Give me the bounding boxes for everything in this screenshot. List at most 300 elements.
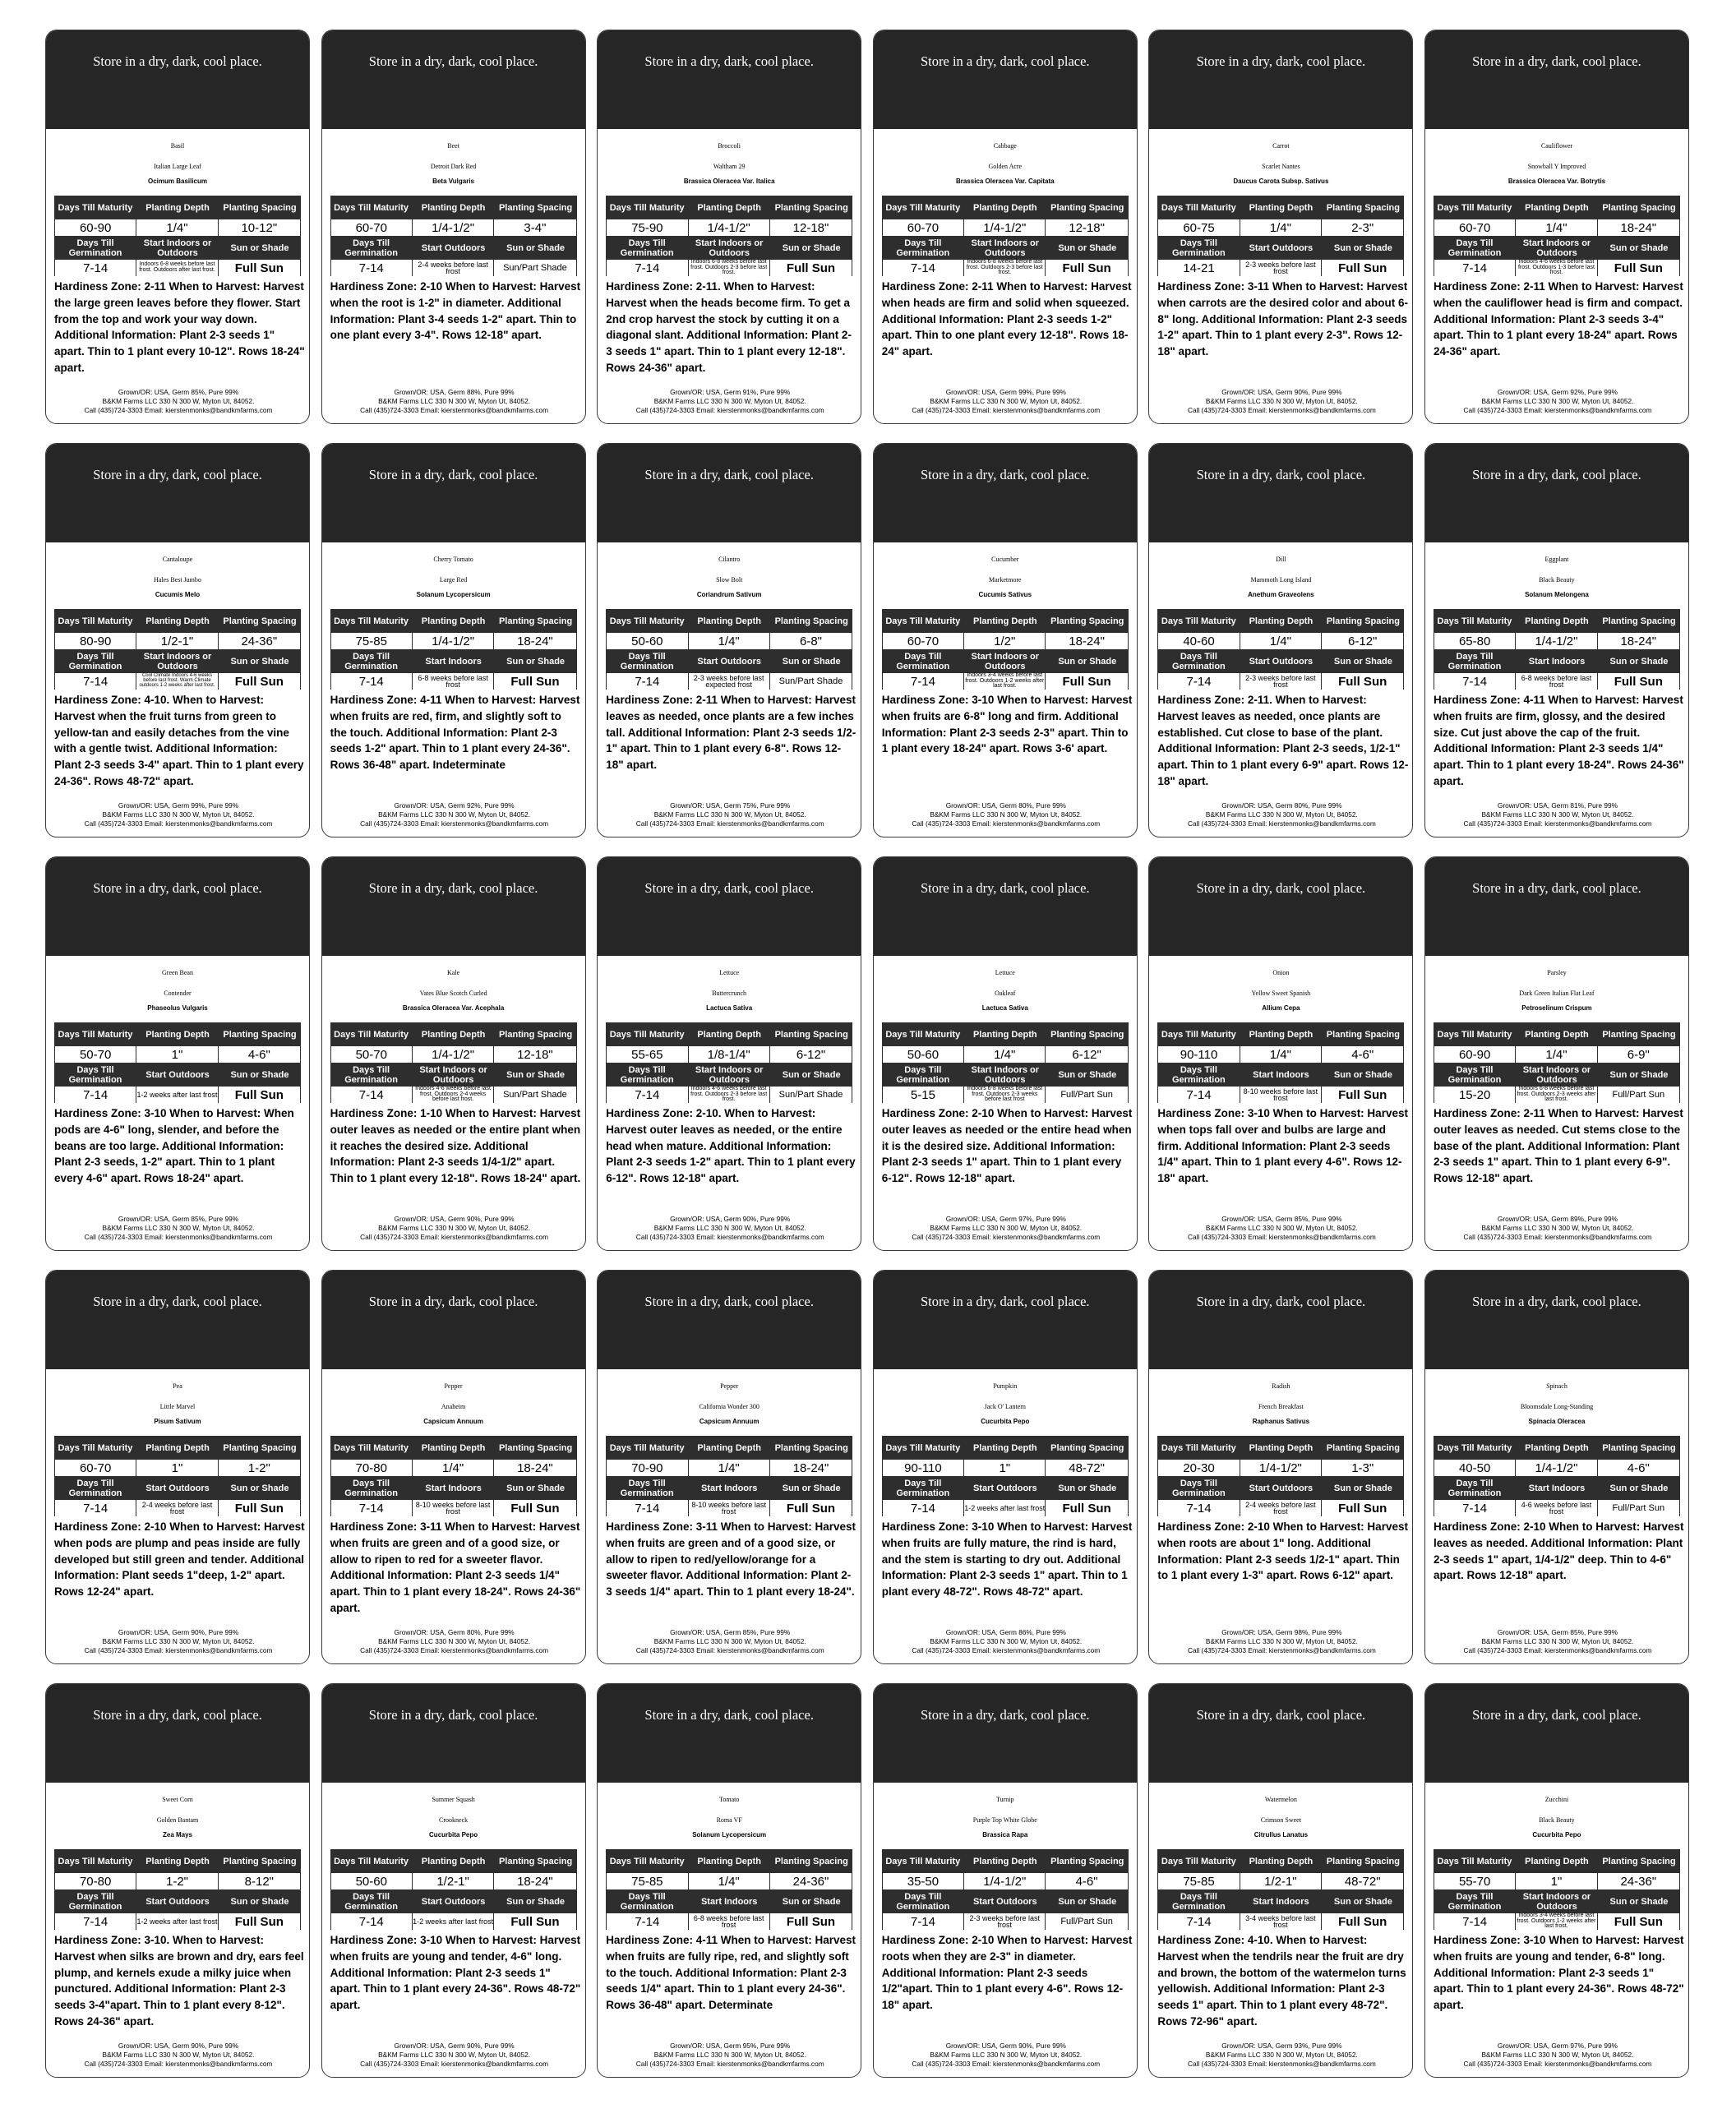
farm-address: B&KM Farms LLC 330 N 300 W, Myton Ut, 84052. (653, 2051, 806, 2059)
sun-shade-label: Sun or Shade (1609, 242, 1669, 253)
table-value-row (606, 1460, 852, 1476)
latin-name: Lactuca Sativa (981, 1004, 1028, 1012)
planting-table (882, 1849, 1129, 1930)
days-maturity-value: 60-90 (1434, 1046, 1516, 1063)
days-germination-label: Days Till Germination (896, 238, 950, 258)
packet-heading (322, 1373, 585, 1428)
days-maturity-value: 60-75 (1158, 219, 1240, 236)
planting-table (54, 196, 301, 276)
planting-depth-value: 1-2" (136, 1873, 218, 1889)
table-value-row (882, 633, 1129, 649)
planting-depth-value: 1/4-1/2" (689, 219, 770, 236)
days-germination-value: 7-14 (331, 673, 413, 690)
table-header-row (1434, 1849, 1680, 1873)
packet-footer (601, 2042, 859, 2069)
growing-instructions: Hardiness Zone: 2-10 When to Harvest: Harvest when pods are plump and peas inside are fully developed but still green and tender. Additional Information: Plant seeds 1"deep, 1-2" apart. Rows 12-24" apart. (54, 1520, 305, 1599)
days-maturity-label: Days Till Maturity (885, 1856, 961, 1866)
table-header-row (1157, 236, 1404, 260)
planting-table (330, 1436, 577, 1516)
days-germination-label: Days Till Germination (896, 1891, 950, 1912)
days-maturity-label: Days Till Maturity (334, 1029, 409, 1040)
days-germination-value: 7-14 (1158, 1087, 1240, 1103)
farm-contact: Call (435)724-3303 Email: kierstenmonks@bandkmfarms.com (360, 1233, 549, 1241)
planting-depth-label: Planting Depth (145, 1442, 210, 1453)
storage-note: Store in a dry, dark, cool place. (1472, 53, 1641, 69)
table-header-row (54, 649, 301, 673)
table-value-row (1434, 633, 1680, 649)
seed-packet (1424, 30, 1689, 424)
days-germination-label: Days Till Germination (68, 1478, 122, 1498)
packet-footer (1429, 2042, 1687, 2069)
sun-shade-label: Sun or Shade (1333, 1896, 1392, 1907)
sun-requirement-value: Full/Part Sun (1060, 1090, 1113, 1100)
farm-address: B&KM Farms LLC 330 N 300 W, Myton Ut, 84052. (653, 1224, 806, 1232)
table-value-row (54, 1460, 301, 1476)
variety-name: Contender (164, 990, 192, 997)
table-value-row (330, 1046, 577, 1063)
days-germination-value: 7-14 (331, 1500, 413, 1516)
days-germination-label: Days Till Germination (896, 1064, 950, 1085)
latin-name: Phaseolus Vulgaris (147, 1004, 208, 1012)
planting-depth-value: 1/4-1/2" (413, 1046, 494, 1063)
start-timing-value: 2-3 weeks before last frost (1240, 673, 1322, 690)
table-header-row (54, 1063, 301, 1087)
start-label: Start Indoors or Outdoors (971, 651, 1040, 671)
sun-shade-label: Sun or Shade (782, 1069, 841, 1080)
table-header-row (1157, 609, 1404, 633)
origin-germination-line: Grown/OR: USA, Germ 92%, Pure 99% (1497, 388, 1618, 396)
planting-depth-label: Planting Depth (1525, 1442, 1589, 1453)
table-value-row (1157, 1913, 1404, 1930)
planting-table (1157, 1436, 1404, 1516)
seed-packet (45, 30, 310, 424)
days-germination-label: Days Till Germination (1171, 1891, 1226, 1912)
table-header-row (1157, 649, 1404, 673)
farm-contact: Call (435)724-3303 Email: kierstenmonks@bandkmfarms.com (912, 406, 1101, 414)
table-header-row (882, 609, 1129, 633)
planting-depth-label: Planting Depth (421, 1856, 486, 1866)
days-germination-value: 7-14 (55, 260, 136, 276)
sun-requirement-value: Full Sun (1062, 674, 1111, 689)
table-header-row (882, 1889, 1129, 1913)
variety-name: Golden Acre (988, 163, 1023, 170)
planting-depth-label: Planting Depth (697, 1029, 761, 1040)
latin-name: Brassica Rapa (982, 1831, 1028, 1839)
planting-spacing-value: 3-4" (524, 220, 547, 235)
planting-spacing-label: Planting Spacing (1602, 616, 1676, 626)
days-germination-value: 7-14 (883, 1913, 964, 1930)
seed-packet (45, 1683, 310, 2078)
plant-name: Onion (1272, 969, 1290, 976)
growing-instructions: Hardiness Zone: 3-11 When to Harvest: Harvest when fruits are green and of a good size, or allow to ripen to red/yellow/orange for a sweeter flavor. Additional Information: Plant 2-3 seeds 1/4" apart. Thin to 1 plant every 18-24". (606, 1520, 856, 1599)
seed-packet (873, 1683, 1138, 2078)
start-label: Start Indoors or Outdoors (971, 238, 1040, 258)
seed-packet (597, 30, 861, 424)
days-maturity-label: Days Till Maturity (1161, 1029, 1236, 1040)
planting-depth-value: 1" (136, 1460, 218, 1476)
planting-depth-label: Planting Depth (145, 616, 210, 626)
latin-name: Ocimum Basilicum (147, 178, 208, 185)
sun-shade-label: Sun or Shade (1333, 242, 1392, 253)
table-value-row (1434, 1046, 1680, 1063)
days-maturity-value: 70-80 (55, 1873, 136, 1889)
start-timing-value: Indoors 6-8 weeks before last frost. Outdoors after last frost. (136, 260, 218, 276)
latin-name: Cucurbita Pepo (981, 1418, 1030, 1425)
table-header-row (54, 236, 301, 260)
planting-spacing-label: Planting Spacing (223, 1856, 297, 1866)
planting-spacing-value: 2-3" (1351, 220, 1374, 235)
growing-instructions: Hardiness Zone: 3-11 When to Harvest: Harvest when carrots are the desired color and about 6-8" long. Additional Information: Plant 2-3 seeds 1-2" apart. Thin to 1 plant every 2-3". Rows 12-18" apart. (1157, 280, 1408, 358)
start-timing-value: 3-4 weeks before last frost (1240, 1913, 1322, 1930)
growing-instructions: Hardiness Zone: 4-10. When to Harvest: Harvest when the fruit turns from green to yellow-tan and easily detaches from the vine with a gentle twist. Additional Information: Plant 2-3 seeds 3-4" apart. Thin to 1 plant every 24-36". Rows 48-72" apart. (54, 694, 304, 787)
farm-contact: Call (435)724-3303 Email: kierstenmonks@bandkmfarms.com (635, 406, 824, 414)
planting-table (1434, 609, 1680, 690)
farm-address: B&KM Farms LLC 330 N 300 W, Myton Ut, 84052. (1481, 810, 1634, 819)
storage-note: Store in a dry, dark, cool place. (1472, 1294, 1641, 1309)
days-maturity-value: 90-110 (883, 1460, 964, 1476)
table-value-row (882, 1500, 1129, 1516)
table-value-row (882, 1460, 1129, 1476)
start-label: Start Outdoors (1249, 1483, 1314, 1493)
days-germination-value: 7-14 (1434, 1913, 1516, 1930)
storage-note: Store in a dry, dark, cool place. (1472, 467, 1641, 482)
table-value-row (54, 673, 301, 690)
variety-name: Italian Large Leaf (154, 163, 201, 170)
planting-table (882, 196, 1129, 276)
farm-address: B&KM Farms LLC 330 N 300 W, Myton Ut, 84052. (1481, 1224, 1634, 1232)
start-timing-value: 2-4 weeks before last frost (1240, 1500, 1322, 1516)
table-value-row (1434, 260, 1680, 276)
sun-requirement-value: Full Sun (234, 261, 284, 275)
packet-heading (322, 960, 585, 1015)
planting-depth-label: Planting Depth (421, 202, 486, 213)
farm-contact: Call (435)724-3303 Email: kierstenmonks@bandkmfarms.com (1463, 1233, 1652, 1241)
seed-packet (873, 30, 1138, 424)
planting-depth-label: Planting Depth (697, 1442, 761, 1453)
days-maturity-label: Days Till Maturity (1437, 1029, 1512, 1040)
table-value-row (330, 1913, 577, 1930)
planting-depth-value: 1" (136, 1046, 218, 1063)
days-germination-label: Days Till Germination (620, 651, 674, 671)
farm-contact: Call (435)724-3303 Email: kierstenmonks@bandkmfarms.com (912, 819, 1101, 828)
table-header-row (330, 1063, 577, 1087)
packet-header-band (1149, 30, 1412, 129)
farm-contact: Call (435)724-3303 Email: kierstenmonks@bandkmfarms.com (360, 2060, 549, 2068)
table-header-row (606, 1476, 852, 1500)
growing-instructions: Hardiness Zone: 3-10 When to Harvest: Harvest when fruits are fully mature, the rind is hard, and the stem is starting to dry out. Additional Information: Plant 2-3 seeds 1" apart. Thin to 1 plant every 48-72". Rows 48-72" apart. (881, 1520, 1133, 1599)
packet-header-band (322, 1684, 585, 1783)
variety-name: Oakleaf (995, 990, 1016, 997)
table-header-row (882, 236, 1129, 260)
packet-footer (1152, 388, 1410, 415)
days-maturity-value: 60-70 (1434, 219, 1516, 236)
origin-germination-line: Grown/OR: USA, Germ 85%, Pure 99% (118, 1215, 239, 1223)
sun-requirement-value: Full Sun (786, 1501, 836, 1516)
sun-requirement-value: Full Sun (234, 1914, 284, 1929)
packet-footer (1152, 2042, 1410, 2069)
start-timing-value: Indoors 3-4 weeks before last frost. Outdoors 1-2 weeks after last frost. (964, 673, 1046, 690)
variety-name: Purple Top White Globe (972, 1816, 1037, 1824)
packet-header-band (598, 857, 861, 956)
days-germination-value: 14-21 (1158, 260, 1240, 276)
plant-name: Radish (1272, 1382, 1290, 1390)
days-germination-value: 7-14 (331, 1087, 413, 1103)
days-maturity-value: 60-90 (55, 219, 136, 236)
days-germination-value: 7-14 (607, 1087, 688, 1103)
start-label: Start Indoors (1253, 1069, 1309, 1080)
origin-germination-line: Grown/OR: USA, Germ 99%, Pure 99% (945, 388, 1066, 396)
packet-footer (1152, 1628, 1410, 1655)
farm-address: B&KM Farms LLC 330 N 300 W, Myton Ut, 84052. (102, 397, 255, 405)
sun-requirement-value: Full Sun (1614, 261, 1663, 275)
planting-spacing-value: 18-24" (1620, 634, 1657, 648)
variety-name: Roma VF (716, 1816, 742, 1824)
packet-footer (1429, 388, 1687, 415)
start-label: Start Indoors (700, 1896, 758, 1907)
days-germination-value: 7-14 (1158, 673, 1240, 690)
packet-heading (322, 133, 585, 188)
planting-table (1157, 609, 1404, 690)
packet-footer (601, 1628, 859, 1655)
packet-heading (322, 1787, 585, 1842)
start-label: Start Outdoors (421, 242, 486, 253)
days-maturity-label: Days Till Maturity (334, 616, 409, 626)
packet-footer (877, 2042, 1135, 2069)
farm-contact: Call (435)724-3303 Email: kierstenmonks@bandkmfarms.com (360, 1646, 549, 1654)
farm-contact: Call (435)724-3303 Email: kierstenmonks@bandkmfarms.com (635, 819, 824, 828)
storage-note: Store in a dry, dark, cool place. (644, 1707, 814, 1723)
table-header-row (882, 1436, 1129, 1460)
seed-packet (321, 30, 586, 424)
storage-note: Store in a dry, dark, cool place. (920, 467, 1090, 482)
farm-address: B&KM Farms LLC 330 N 300 W, Myton Ut, 84052. (1481, 1637, 1634, 1645)
farm-address: B&KM Farms LLC 330 N 300 W, Myton Ut, 84052. (1481, 397, 1634, 405)
plant-name: Eggplant (1544, 556, 1569, 563)
planting-spacing-label: Planting Spacing (498, 202, 573, 213)
table-header-row (54, 1889, 301, 1913)
planting-table (54, 1436, 301, 1516)
plant-name: Green Bean (162, 969, 193, 976)
plant-name: Pepper (720, 1382, 739, 1390)
growing-instructions: Hardiness Zone: 2-11 When to Harvest: Harvest outer leaves as needed. Cut stems close to the base of the plant. Additional Information: Plant 2-3 seeds 1" apart. Thin to 1 plant every 6-9". Rows 12-18" apart. (1433, 1107, 1683, 1185)
days-germination-value: 7-14 (331, 1913, 413, 1930)
packet-header-band (1149, 444, 1412, 542)
start-label: Start Indoors or Outdoors (1522, 1891, 1591, 1912)
sun-shade-label: Sun or Shade (230, 1483, 289, 1493)
seed-packet (1148, 856, 1413, 1251)
planting-spacing-value: 6-8" (800, 634, 823, 648)
days-germination-value: 7-14 (607, 1913, 688, 1930)
planting-table (330, 609, 577, 690)
days-maturity-value: 75-85 (331, 633, 413, 649)
table-header-row (54, 1022, 301, 1046)
planting-spacing-label: Planting Spacing (1602, 1029, 1676, 1040)
plant-name: Pumpkin (993, 1382, 1018, 1390)
sun-requirement-value: Sun/Part Shade (503, 263, 567, 273)
storage-note: Store in a dry, dark, cool place. (1472, 1707, 1641, 1723)
packet-header-band (874, 857, 1137, 956)
farm-address: B&KM Farms LLC 330 N 300 W, Myton Ut, 84052. (1205, 810, 1358, 819)
planting-depth-label: Planting Depth (421, 1442, 486, 1453)
farm-contact: Call (435)724-3303 Email: kierstenmonks@bandkmfarms.com (84, 1233, 273, 1241)
variety-name: Crimson Sweet (1260, 1816, 1301, 1824)
variety-name: Marketmore (989, 576, 1022, 584)
start-timing-value: Indoors 6-8 weeks before last frost. Outdoors 2-3 weeks after last frost. (1516, 1087, 1597, 1103)
planting-spacing-label: Planting Spacing (1602, 1442, 1676, 1453)
farm-address: B&KM Farms LLC 330 N 300 W, Myton Ut, 84052. (102, 2051, 255, 2059)
growing-instructions: Hardiness Zone: 2-11. When to Harvest: Harvest when the heads become firm. To get a 2nd crop harvest the stock by cutting it on a diagonal slant. Additional Information: Plant 2-3 seeds 1" apart. Thin to 1 plant every 12-18". Rows 24-36" apart. (606, 280, 852, 374)
origin-germination-line: Grown/OR: USA, Germ 90%, Pure 99% (670, 1215, 791, 1223)
variety-name: Golden Bantam (156, 1816, 199, 1824)
farm-contact: Call (435)724-3303 Email: kierstenmonks@bandkmfarms.com (360, 819, 549, 828)
packet-heading (322, 547, 585, 602)
days-maturity-label: Days Till Maturity (58, 1442, 133, 1453)
table-value-row (54, 1046, 301, 1063)
farm-address: B&KM Farms LLC 330 N 300 W, Myton Ut, 84052. (378, 1224, 531, 1232)
origin-germination-line: Grown/OR: USA, Germ 85%, Pure 99% (1221, 1215, 1342, 1223)
planting-spacing-value: 18-24" (517, 1874, 553, 1889)
planting-depth-value: 1/2" (964, 633, 1046, 649)
planting-depth-label: Planting Depth (1249, 1442, 1314, 1453)
storage-note: Store in a dry, dark, cool place. (1196, 53, 1366, 69)
table-header-row (1434, 1022, 1680, 1046)
start-timing-value: Indoors 4-6 weeks before last frost. Outdoors 2-4 weeks before last frost. (413, 1087, 494, 1103)
origin-germination-line: Grown/OR: USA, Germ 90%, Pure 99% (394, 2042, 515, 2050)
variety-name: Dark Green Italian Flat Leaf (1519, 990, 1595, 997)
sun-requirement-value: Full Sun (786, 261, 836, 275)
storage-note: Store in a dry, dark, cool place. (93, 880, 262, 896)
farm-address: B&KM Farms LLC 330 N 300 W, Myton Ut, 84052. (1481, 2051, 1634, 2059)
days-germination-label: Days Till Germination (344, 238, 398, 258)
table-header-row (330, 1022, 577, 1046)
sun-shade-label: Sun or Shade (506, 1069, 566, 1080)
farm-contact: Call (435)724-3303 Email: kierstenmonks@bandkmfarms.com (1187, 406, 1376, 414)
farm-address: B&KM Farms LLC 330 N 300 W, Myton Ut, 84052. (1205, 2051, 1358, 2059)
table-value-row (1157, 1460, 1404, 1476)
latin-name: Solanum Melongena (1525, 591, 1589, 598)
planting-spacing-value: 12-18" (792, 220, 829, 235)
days-maturity-value: 35-50 (883, 1873, 964, 1889)
table-value-row (606, 673, 852, 690)
farm-address: B&KM Farms LLC 330 N 300 W, Myton Ut, 84052. (1205, 397, 1358, 405)
planting-spacing-value: 8-12" (244, 1874, 274, 1889)
days-germination-label: Days Till Germination (896, 651, 950, 671)
planting-spacing-value: 6-9" (1627, 1047, 1650, 1062)
table-header-row (330, 1476, 577, 1500)
farm-address: B&KM Farms LLC 330 N 300 W, Myton Ut, 84052. (378, 810, 531, 819)
planting-depth-label: Planting Depth (697, 1856, 761, 1866)
packet-header-band (46, 1271, 309, 1369)
origin-germination-line: Grown/OR: USA, Germ 80%, Pure 99% (394, 1628, 515, 1636)
planting-spacing-label: Planting Spacing (223, 1442, 297, 1453)
origin-germination-line: Grown/OR: USA, Germ 90%, Pure 99% (118, 1628, 239, 1636)
planting-spacing-value: 1-3" (1351, 1460, 1374, 1475)
days-germination-value: 7-14 (607, 260, 688, 276)
days-germination-value: 15-20 (1434, 1087, 1516, 1103)
planting-spacing-label: Planting Spacing (498, 616, 573, 626)
days-germination-label: Days Till Germination (344, 1891, 398, 1912)
table-header-row (330, 236, 577, 260)
days-maturity-label: Days Till Maturity (58, 1856, 133, 1866)
start-label: Start Indoors or Outdoors (695, 1064, 764, 1085)
growing-instructions: Hardiness Zone: 2-11 When to Harvest: Harvest leaves as needed, once plants are a few inches tall. Additional Information: Plant 2-3 seeds 1/2-1" apart. Thin to 1 plant every 6-8". Rows 12-18" apart. (606, 694, 856, 772)
latin-name: Raphanus Sativus (1252, 1418, 1310, 1425)
planting-depth-value: 1/8-1/4" (689, 1046, 770, 1063)
packet-header-band (874, 1271, 1137, 1369)
table-header-row (606, 1022, 852, 1046)
planting-spacing-value: 18-24" (1069, 634, 1105, 648)
plant-name: Lettuce (719, 969, 740, 976)
planting-depth-label: Planting Depth (697, 202, 761, 213)
table-header-row (54, 196, 301, 219)
days-germination-label: Days Till Germination (1447, 1064, 1502, 1085)
sun-requirement-value: Full Sun (1338, 1914, 1387, 1929)
days-maturity-value: 60-70 (331, 219, 413, 236)
planting-spacing-label: Planting Spacing (774, 202, 848, 213)
planting-spacing-value: 4-6" (1075, 1874, 1098, 1889)
table-value-row (606, 1873, 852, 1889)
planting-spacing-value: 12-18" (1069, 220, 1105, 235)
packet-header-band (322, 30, 585, 129)
storage-note: Store in a dry, dark, cool place. (93, 53, 262, 69)
table-header-row (606, 1063, 852, 1087)
growing-instructions: Hardiness Zone: 1-10 When to Harvest: Harvest outer leaves as needed or the entire plant when it reaches the desired size. Additional Information: Plant 2-3 seeds 1/4-1/2" apart. Thin to 1 plant every 12-18". Rows 18-24" apart. (330, 1107, 581, 1185)
table-header-row (1434, 1889, 1680, 1913)
table-header-row (330, 609, 577, 633)
days-germination-value: 7-14 (55, 1913, 136, 1930)
seed-packet (45, 443, 310, 837)
latin-name: Solanum Lycopersicum (692, 1831, 767, 1839)
start-timing-value: Indoors 6-8 weeks before last frost. Outdoors 2-3 weeks before last frost (964, 1087, 1046, 1103)
plant-name: Cabbage (993, 142, 1017, 150)
farm-address: B&KM Farms LLC 330 N 300 W, Myton Ut, 84052. (930, 397, 1083, 405)
storage-note: Store in a dry, dark, cool place. (1472, 880, 1641, 896)
variety-name: Mammoth Long Island (1250, 576, 1312, 584)
planting-depth-value: 1/4" (136, 219, 218, 236)
farm-contact: Call (435)724-3303 Email: kierstenmonks@bandkmfarms.com (912, 1233, 1101, 1241)
days-maturity-value: 50-60 (331, 1873, 413, 1889)
days-maturity-label: Days Till Maturity (609, 1029, 685, 1040)
plant-name: Zucchini (1544, 1796, 1569, 1803)
farm-address: B&KM Farms LLC 330 N 300 W, Myton Ut, 84052. (378, 2051, 531, 2059)
sun-requirement-value: Sun/Part Shade (778, 1090, 843, 1100)
sun-shade-label: Sun or Shade (506, 242, 566, 253)
start-timing-value: 6-8 weeks before last frost (413, 673, 494, 690)
planting-depth-value: 1/4-1/2" (1240, 1460, 1322, 1476)
planting-spacing-label: Planting Spacing (223, 1029, 297, 1040)
planting-spacing-label: Planting Spacing (498, 1442, 573, 1453)
days-maturity-label: Days Till Maturity (885, 1442, 961, 1453)
origin-germination-line: Grown/OR: USA, Germ 90%, Pure 99% (118, 2042, 239, 2050)
growing-instructions: Hardiness Zone: 2-10 When to Harvest: Harvest roots when they are 2-3" in diameter. Additional Information: Plant 2-3 seeds 1/2"apart. Thin to 1 plant every 4-6". Rows 12-18" apart. (881, 1934, 1133, 2012)
origin-germination-line: Grown/OR: USA, Germ 81%, Pure 99% (1497, 801, 1618, 810)
latin-name: Brassica Oleracea Var. Botrytis (1507, 178, 1606, 185)
farm-contact: Call (435)724-3303 Email: kierstenmonks@bandkmfarms.com (912, 1646, 1101, 1654)
growing-instructions: Hardiness Zone: 3-10 When to Harvest: Harvest when fruits are 6-8" long and firm. Additional Information: Plant 2-3 seeds 2-3" apart. Thin to 1 plant every 18-24" apart. Rows 3-6' apart. (881, 694, 1133, 755)
variety-name: Snowball Y Improved (1527, 163, 1586, 170)
table-value-row (330, 1460, 577, 1476)
table-value-row (54, 633, 301, 649)
planting-spacing-label: Planting Spacing (774, 1029, 848, 1040)
start-label: Start Indoors (1528, 656, 1586, 667)
farm-contact: Call (435)724-3303 Email: kierstenmonks@bandkmfarms.com (1463, 2060, 1652, 2068)
packet-heading (874, 1373, 1137, 1428)
planting-spacing-label: Planting Spacing (1602, 202, 1676, 213)
storage-note: Store in a dry, dark, cool place. (1196, 880, 1366, 896)
start-timing-value: 1-2 weeks after last frost (136, 1087, 218, 1103)
table-value-row (606, 1087, 852, 1103)
table-header-row (882, 1063, 1129, 1087)
